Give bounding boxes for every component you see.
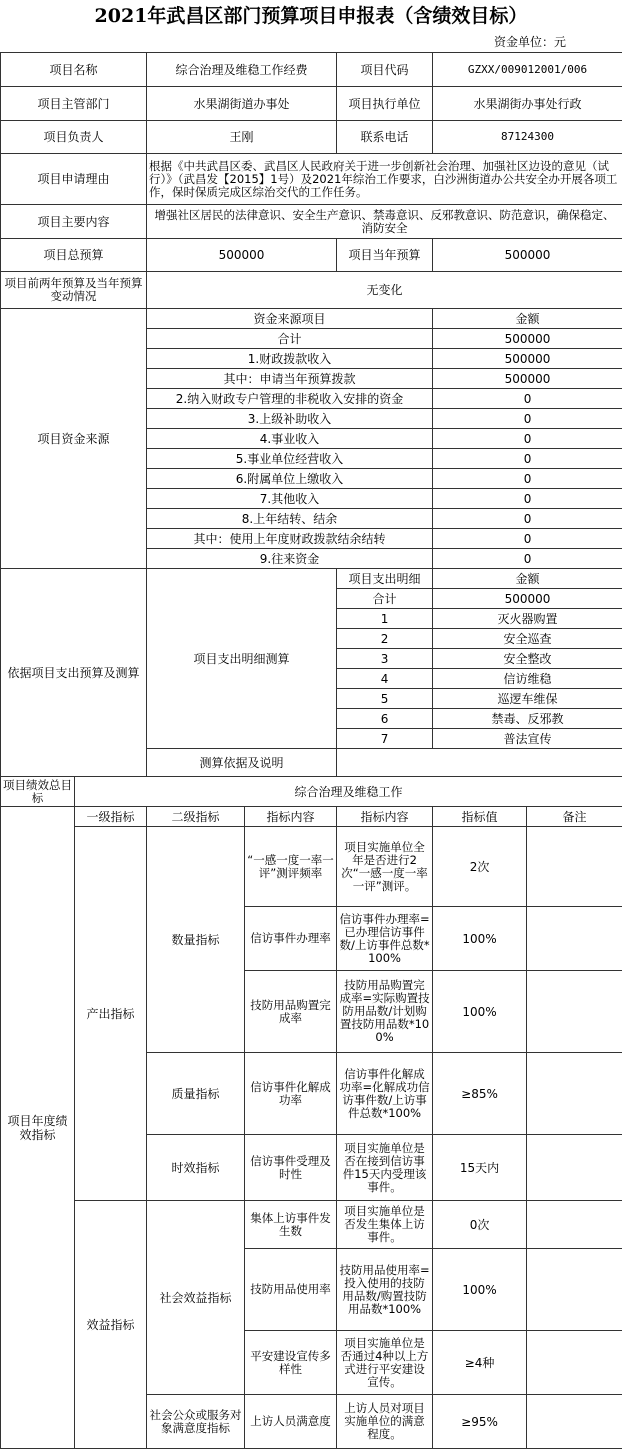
expense-head-amount: 金额 bbox=[433, 569, 622, 589]
funds-head-item: 资金来源项目 bbox=[147, 309, 433, 329]
indicator-value: 100% bbox=[433, 971, 527, 1053]
content: 增强社区居民的法律意识、安全生产意识、禁毒意识、反邪教意识、防范意识，确保稳定、消防安全 bbox=[147, 205, 622, 239]
expense-no: 7 bbox=[337, 729, 433, 749]
expense-no: 4 bbox=[337, 669, 433, 689]
phone: 87124300 bbox=[433, 121, 622, 154]
expense-no: 6 bbox=[337, 709, 433, 729]
indicator-desc: 项目实施单位是否在接到信访事件15天内受理该事件。 bbox=[337, 1135, 433, 1201]
year-budget-label: 项目当年预算 bbox=[337, 239, 433, 272]
expense-item: 普法宣传 bbox=[433, 729, 622, 749]
expense-no: 2 bbox=[337, 629, 433, 649]
indicator-name: “一感一度一率一评”测评频率 bbox=[245, 827, 337, 907]
perf-h2: 二级指标 bbox=[147, 807, 245, 827]
indicator-value: 15天内 bbox=[433, 1135, 527, 1201]
exec-label: 项目执行单位 bbox=[337, 87, 433, 121]
table-row bbox=[1, 239, 622, 272]
expense-item: 信访维稳 bbox=[433, 669, 622, 689]
indicator-value: 100% bbox=[433, 907, 527, 971]
dept-label: 项目主管部门 bbox=[1, 87, 147, 121]
indicator-name: 上访人员满意度 bbox=[245, 1395, 337, 1449]
budget-table bbox=[0, 52, 622, 1449]
year-budget: 500000 bbox=[433, 239, 622, 272]
output-indicator: 产出指标 bbox=[75, 827, 147, 1201]
perf-h6: 备注 bbox=[527, 807, 622, 827]
project-code-label: 项目代码 bbox=[337, 53, 433, 87]
table-row bbox=[1, 154, 622, 205]
table-row bbox=[1, 121, 622, 154]
page-title: 2021年武昌区部门预算项目申报表（含绩效目标） bbox=[94, 5, 528, 27]
funds-item: 7.其他收入 bbox=[147, 489, 433, 509]
basis-label: 测算依据及说明 bbox=[147, 749, 337, 777]
funds-item: 3.上级补助收入 bbox=[147, 409, 433, 429]
perf-h1: 一级指标 bbox=[75, 807, 147, 827]
funds-item: 4.事业收入 bbox=[147, 429, 433, 449]
perf-h3: 指标内容 bbox=[245, 807, 337, 827]
indicator-desc: 项目实施单位是否通过4种以上方式进行平安建设宣传。 bbox=[337, 1331, 433, 1395]
expense-sub-label: 项目支出明细测算 bbox=[147, 569, 337, 749]
phone-label: 联系电话 bbox=[337, 121, 433, 154]
indicator-name: 技防用品购置完成率 bbox=[245, 971, 337, 1053]
indicator-note bbox=[527, 1201, 622, 1249]
expense-item: 安全整改 bbox=[433, 649, 622, 669]
funds-item: 5.事业单位经营收入 bbox=[147, 449, 433, 469]
perf-h4: 指标内容 bbox=[337, 807, 433, 827]
expense-head-item: 项目支出明细 bbox=[337, 569, 433, 589]
total-budget: 500000 bbox=[147, 239, 337, 272]
funds-amount: 0 bbox=[433, 429, 622, 449]
project-name-label: 项目名称 bbox=[1, 53, 147, 87]
table-row bbox=[1, 309, 622, 329]
satisfaction-indicator: 社会公众或服务对象满意度指标 bbox=[147, 1395, 245, 1449]
table-row bbox=[1, 205, 622, 239]
funds-item: 8.上年结转、结余 bbox=[147, 509, 433, 529]
basis-value bbox=[337, 749, 622, 777]
indicator-name: 平安建设宣传多样性 bbox=[245, 1331, 337, 1395]
funds-item: 其中：申请当年预算拨款 bbox=[147, 369, 433, 389]
funds-head-amount: 金额 bbox=[433, 309, 622, 329]
indicator-note bbox=[527, 1331, 622, 1395]
indicator-note bbox=[527, 1053, 622, 1135]
indicator-note bbox=[527, 1395, 622, 1449]
total-budget-label: 项目总预算 bbox=[1, 239, 147, 272]
indicator-value: 2次 bbox=[433, 827, 527, 907]
indicator-value: ≥4种 bbox=[433, 1331, 527, 1395]
indicator-note bbox=[527, 1249, 622, 1331]
table-row bbox=[1, 827, 622, 907]
perf-h5: 指标值 bbox=[433, 807, 527, 827]
indicator-desc: 技防用品使用率=投入使用的技防用品数/购置技防用品数*100% bbox=[337, 1249, 433, 1331]
indicator-desc: 项目实施单位是否发生集体上访事件。 bbox=[337, 1201, 433, 1249]
indicator-note bbox=[527, 1135, 622, 1201]
table-row bbox=[1, 272, 622, 309]
funds-item: 2.纳入财政专户管理的非税收入安排的资金 bbox=[147, 389, 433, 409]
expense-no: 1 bbox=[337, 609, 433, 629]
expense-no: 3 bbox=[337, 649, 433, 669]
project-code: GZXX/009012001/006 bbox=[433, 53, 622, 87]
expense-item: 安全巡查 bbox=[433, 629, 622, 649]
expense-total-label: 合计 bbox=[337, 589, 433, 609]
indicator-note bbox=[527, 907, 622, 971]
exec-unit: 水果湖街办事处行政 bbox=[433, 87, 622, 121]
table-row bbox=[1, 53, 622, 87]
currency-unit: 资金单位：元 bbox=[493, 35, 566, 49]
benefit-indicator: 效益指标 bbox=[75, 1201, 147, 1449]
indicator-value: 100% bbox=[433, 1249, 527, 1331]
indicator-name: 技防用品使用率 bbox=[245, 1249, 337, 1331]
expense-no: 5 bbox=[337, 689, 433, 709]
expense-item: 巡逻车维保 bbox=[433, 689, 622, 709]
leader-label: 项目负责人 bbox=[1, 121, 147, 154]
indicator-value: ≥95% bbox=[433, 1395, 527, 1449]
indicator-note bbox=[527, 971, 622, 1053]
funds-amount: 0 bbox=[433, 509, 622, 529]
expense-total: 500000 bbox=[433, 589, 622, 609]
funds-label: 项目资金来源 bbox=[1, 309, 147, 569]
indicator-name: 信访事件办理率 bbox=[245, 907, 337, 971]
funds-item: 合计 bbox=[147, 329, 433, 349]
table-row bbox=[1, 777, 622, 807]
project-name: 综合治理及维稳工作经费 bbox=[147, 53, 337, 87]
time-indicator: 时效指标 bbox=[147, 1135, 245, 1201]
table-row bbox=[1, 569, 622, 589]
table-row bbox=[1, 87, 622, 121]
funds-item: 9.往来资金 bbox=[147, 549, 433, 569]
content-label: 项目主要内容 bbox=[1, 205, 147, 239]
table-row bbox=[1, 807, 622, 827]
funds-amount: 0 bbox=[433, 469, 622, 489]
funds-item: 6.附属单位上缴收入 bbox=[147, 469, 433, 489]
expense-label: 依据项目支出预算及测算 bbox=[1, 569, 147, 777]
indicator-desc: 技防用品购置完成率=实际购置技防用品数/计划购置技防用品数*100% bbox=[337, 971, 433, 1053]
funds-amount: 0 bbox=[433, 449, 622, 469]
funds-amount: 0 bbox=[433, 389, 622, 409]
funds-amount: 0 bbox=[433, 549, 622, 569]
change: 无变化 bbox=[147, 272, 622, 309]
dept: 水果湖街道办事处 bbox=[147, 87, 337, 121]
quantity-indicator: 数量指标 bbox=[147, 827, 245, 1053]
indicator-note bbox=[527, 827, 622, 907]
perf-goal-label: 项目绩效总目标 bbox=[1, 777, 75, 807]
expense-item: 灭火器购置 bbox=[433, 609, 622, 629]
funds-amount: 500000 bbox=[433, 369, 622, 389]
indicator-value: 0次 bbox=[433, 1201, 527, 1249]
indicator-desc: 上访人员对项目实施单位的满意程度。 bbox=[337, 1395, 433, 1449]
perf-label: 项目年度绩效指标 bbox=[1, 807, 75, 1449]
social-indicator: 社会效益指标 bbox=[147, 1201, 245, 1395]
funds-amount: 500000 bbox=[433, 329, 622, 349]
table-row bbox=[1, 1201, 622, 1249]
indicator-desc: 信访事件化解成功率=化解成功信访事件数/上访事件总数*100% bbox=[337, 1053, 433, 1135]
indicator-desc: 信访事件办理率=已办理信访事件数/上访事件总数*100% bbox=[337, 907, 433, 971]
indicator-name: 信访事件受理及时性 bbox=[245, 1135, 337, 1201]
funds-amount: 0 bbox=[433, 409, 622, 429]
quality-indicator: 质量指标 bbox=[147, 1053, 245, 1135]
indicator-desc: 项目实施单位全年是否进行2次“一感一度一率一评”测评。 bbox=[337, 827, 433, 907]
funds-amount: 0 bbox=[433, 489, 622, 509]
change-label: 项目前两年预算及当年预算变动情况 bbox=[1, 272, 147, 309]
perf-goal: 综合治理及维稳工作 bbox=[75, 777, 622, 807]
funds-item: 1.财政拨款收入 bbox=[147, 349, 433, 369]
expense-item: 禁毒、反邪教 bbox=[433, 709, 622, 729]
reason-label: 项目申请理由 bbox=[1, 154, 147, 205]
reason: 根据《中共武昌区委、武昌区人民政府关于进一步创新社会治理、加强社区边设的意见（试行）》（武昌发【2015】1号）及2021年综治工作要求，白沙洲街道办公共安全办开展各项工作，保时保质完成区综治交代的工作任务。 bbox=[147, 154, 622, 205]
funds-amount: 0 bbox=[433, 529, 622, 549]
indicator-value: ≥85% bbox=[433, 1053, 527, 1135]
funds-amount: 500000 bbox=[433, 349, 622, 369]
indicator-name: 集体上访事件发生数 bbox=[245, 1201, 337, 1249]
indicator-name: 信访事件化解成功率 bbox=[245, 1053, 337, 1135]
leader: 王刚 bbox=[147, 121, 337, 154]
funds-item: 其中：使用上年度财政拨款结余结转 bbox=[147, 529, 433, 549]
